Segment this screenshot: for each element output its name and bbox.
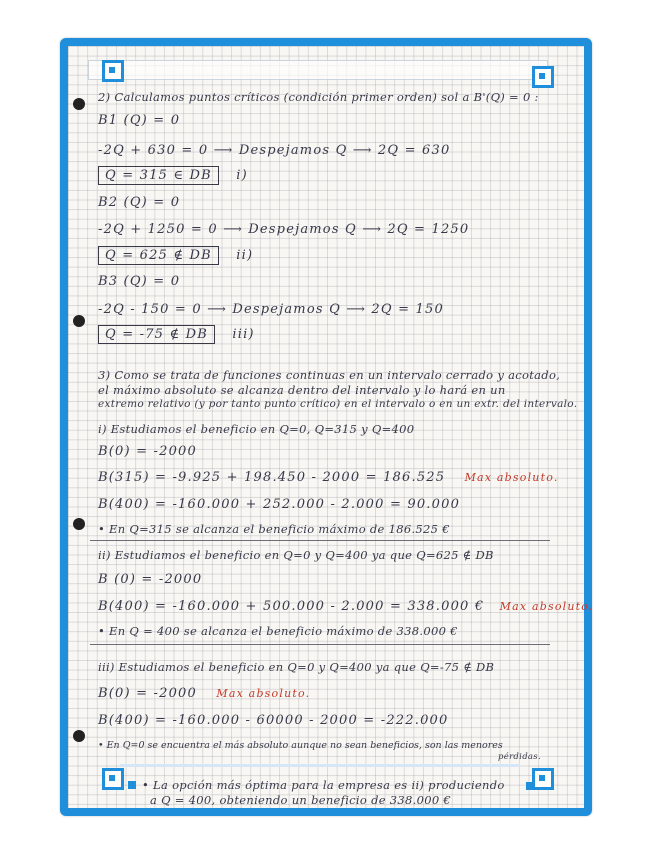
case-ii-b400-row xyxy=(98,599,594,614)
b2-step: -2Q + 1250 = 0 ⟶ Despejamos Q ⟶ 2Q = 1250 xyxy=(98,222,470,237)
case-ii-conclusion: • En Q = 400 se alcanza el beneficio máximo de 338.000 € xyxy=(98,624,458,638)
case-i-b0: B(0) = -2000 xyxy=(98,444,198,459)
divider xyxy=(90,644,550,645)
b3-step: -2Q - 150 = 0 ⟶ Despejamos Q ⟶ 2Q = 150 xyxy=(98,302,444,317)
final-conclusion-line2: a Q = 400, obteniendo un beneficio de 338.000 € xyxy=(150,793,452,807)
binder-hole-icon xyxy=(73,315,85,327)
footer-bar xyxy=(120,764,520,767)
b3-equation: B3 (Q) = 0 xyxy=(98,274,181,289)
case-iii-b0-row xyxy=(98,686,310,701)
case-ii-title: ii) Estudiamos el beneficio en Q=0 y Q=400 ya que Q=625 ∉ DB xyxy=(98,548,494,562)
b2-tag: ii) xyxy=(236,248,254,263)
case-i-max-note: Max absoluto. xyxy=(464,471,559,484)
case-iii-conclusion: • En Q=0 se encuentra el más absoluto aunque no sean beneficios, son las menores xyxy=(98,740,503,751)
divider xyxy=(90,540,550,541)
case-i-b315: B(315) = -9.925 + 198.450 - 2000 = 186.525 xyxy=(98,470,446,485)
brand-logo-icon xyxy=(532,66,554,88)
case-i-b400: B(400) = -160.000 + 252.000 - 2.000 = 90.000 xyxy=(98,497,461,512)
case-i-conclusion: • En Q=315 se alcanza el beneficio máximo de 186.525 € xyxy=(98,522,450,536)
binder-hole-icon xyxy=(73,730,85,742)
case-ii-max-note: Max absoluto. xyxy=(499,600,594,613)
b1-result: Q = 315 ∈ DB xyxy=(98,166,219,185)
bullet-square-icon xyxy=(526,782,534,790)
brand-logo-icon xyxy=(102,768,124,790)
bullet-square-icon xyxy=(128,781,136,789)
case-ii-b400: B(400) = -160.000 + 500.000 - 2.000 = 338.000 € xyxy=(98,599,485,614)
b2-result: Q = 625 ∉ DB xyxy=(98,246,219,265)
b3-result-row xyxy=(98,327,255,342)
b1-step: -2Q + 630 = 0 ⟶ Despejamos Q ⟶ 2Q = 630 xyxy=(98,143,451,158)
b1-tag: i) xyxy=(236,168,248,183)
case-i-title: i) Estudiamos el beneficio en Q=0, Q=315 y Q=400 xyxy=(98,422,415,436)
brand-logo-icon xyxy=(102,60,124,82)
binder-hole-icon xyxy=(73,98,85,110)
case-iii-conclusion-end: pérdidas. xyxy=(498,752,541,762)
section-3-intro-line1: 3) Como se trata de funciones continuas en un intervalo cerrado y acotado, xyxy=(98,368,561,382)
case-iii-title: iii) Estudiamos el beneficio en Q=0 y Q=400 ya que Q=-75 ∉ DB xyxy=(98,660,495,674)
case-ii-b0: B (0) = -2000 xyxy=(98,572,203,587)
case-iii-b400: B(400) = -160.000 - 60000 - 2000 = -222.000 xyxy=(98,713,449,728)
b2-result-row xyxy=(98,248,253,263)
final-conclusion-text1: • La opción más óptima para la empresa es ii) produciendo xyxy=(142,778,505,792)
final-conclusion-line1 xyxy=(128,778,505,792)
b1-result-row xyxy=(98,168,248,183)
b3-result: Q = -75 ∉ DB xyxy=(98,325,215,344)
brand-logo-icon xyxy=(532,768,554,790)
section-2-title: 2) Calculamos puntos críticos (condición primer orden) sol a B'(Q) = 0 : xyxy=(98,90,539,104)
section-3-intro-line2: el máximo absoluto se alcanza dentro del intervalo y lo hará en un xyxy=(98,383,506,397)
case-iii-b0: B(0) = -2000 xyxy=(98,686,198,701)
b3-tag: iii) xyxy=(232,327,255,342)
binder-hole-icon xyxy=(73,518,85,530)
b2-equation: B2 (Q) = 0 xyxy=(98,195,181,210)
case-i-b315-row xyxy=(98,470,559,485)
case-iii-max-note: Max absoluto. xyxy=(216,687,311,700)
header-band xyxy=(88,60,548,80)
section-3-intro-line3: extremo relativo (y por tanto punto crítico) en el intervalo o en un extr. del intervalo. xyxy=(98,398,578,410)
b1-equation: B1 (Q) = 0 xyxy=(98,113,181,128)
